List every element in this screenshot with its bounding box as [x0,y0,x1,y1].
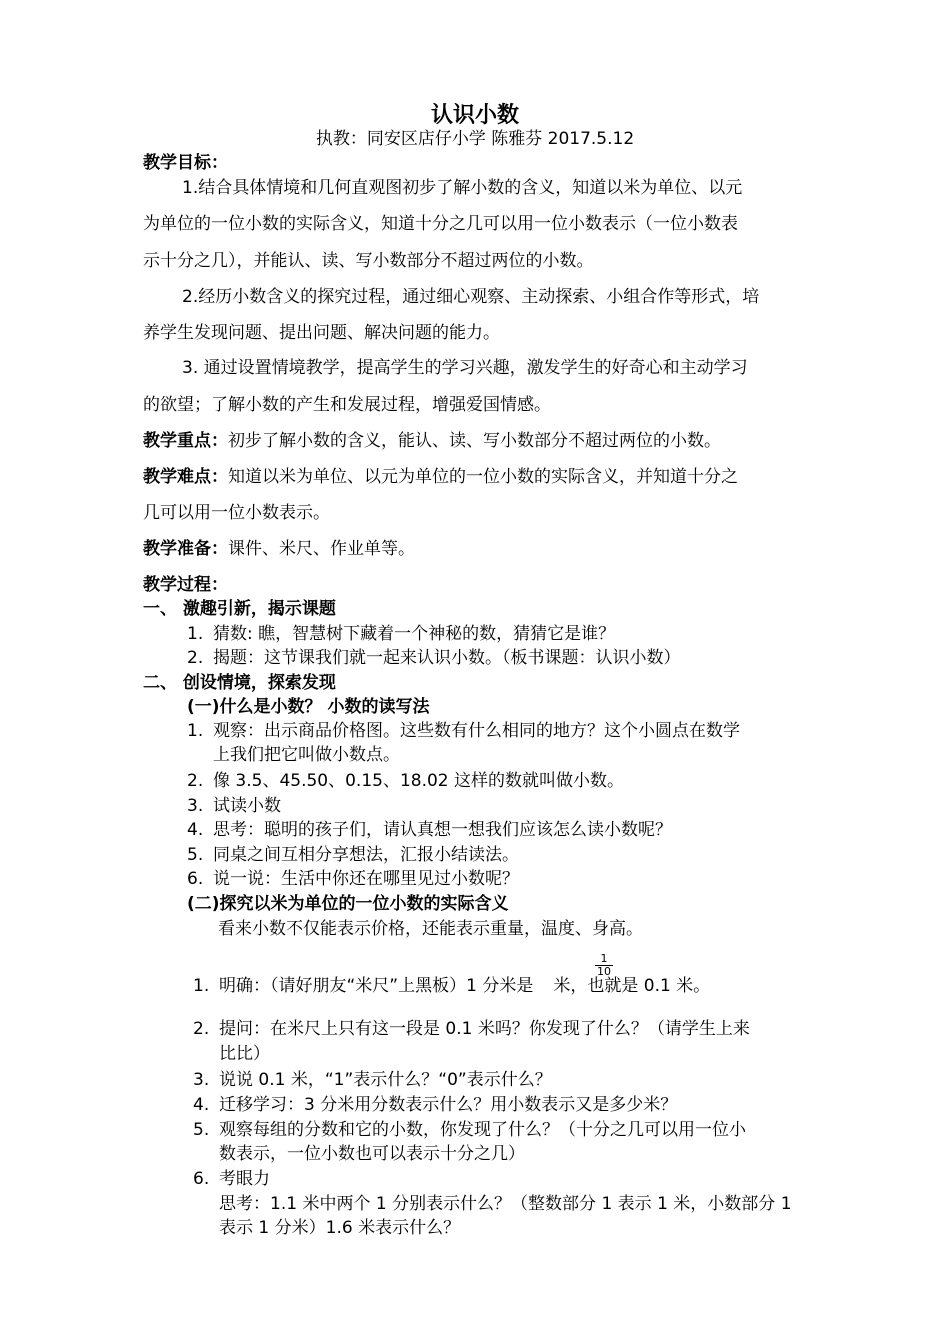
list-text-continuation: 比比） [219,1044,270,1064]
objective-1-line-2: 为单位的一位小数的实际含义，知道十分之几可以用一位小数表示（一位小数表 [143,214,738,234]
objective-1-line-1: 1.结合具体情境和几何直观图初步了解小数的含义，知道以米为单位、以元 [182,178,743,198]
list-text: 同桌之间互相分享想法，汇报小结读法。 [213,845,519,865]
fraction-denominator: 10 [597,965,611,978]
objective-3-line-2: 的欲望；了解小数的产生和发展过程，增强爱国情感。 [143,395,551,415]
process-heading: 教学过程： [143,575,228,595]
list-number: 5. [187,845,204,865]
list-text: 观察每组的分数和它的小数，你发现了什么？（十分之几可以用一位小 [219,1120,746,1140]
list-item [187,719,740,743]
list-number: 4. [193,1095,210,1115]
list-number: 6. [193,1169,210,1189]
list-item [193,1017,750,1041]
key-point-text: 初步了解小数的含义，能认、读、写小数部分不超过两位的小数。 [228,431,721,451]
list-item [193,974,710,998]
list-item [187,622,615,646]
list-text-continuation: 表示 1 分米）1.6 米表示什么？ [219,1218,461,1238]
page-title: 认识小数 [430,103,519,128]
difficulty-line-1 [143,465,738,489]
list-number: 2. [193,1019,210,1039]
list-text: 迁移学习：3 分米用分数表示什么？用小数表示又是多少米？ [219,1095,678,1115]
list-item [187,867,519,891]
objective-2-line-2: 养学生发现问题、提出问题、解决问题的能力。 [143,323,500,343]
list-item [187,794,281,818]
list-item [187,646,681,670]
preparation-label: 教学准备： [143,539,228,559]
list-number: 1. [187,624,204,644]
key-point-line [143,429,721,453]
list-text: 观察：出示商品价格图。这些数有什么相同的地方？这个小圆点在数学 [213,721,740,741]
list-item [193,1167,270,1191]
section-1-heading: 一、 激趣引新，揭示课题 [143,599,336,619]
difficulty-line-2: 几可以用一位小数表示。 [143,503,330,523]
list-item [187,843,519,867]
list-text-after: 米，也就是 0.1 米。 [553,976,711,996]
objective-1-line-3: 示十分之几），并能认、读、写小数部分不超过两位的小数。 [143,251,594,271]
list-number: 1. [193,976,210,996]
list-number: 6. [187,869,204,889]
list-text-continuation: 数表示，一位小数也可以表示十分之几） [219,1144,525,1164]
preparation-text: 课件、米尺、作业单等。 [228,539,415,559]
subsection-1-heading: (一)什么是小数？ 小数的读写法 [187,697,430,717]
list-number: 4. [187,820,204,840]
subsection-2-intro: 看来小数不仅能表示价格，还能表示重量，温度、身高。 [218,919,643,939]
difficulty-label: 教学难点： [143,467,228,487]
objective-2-line-1: 2.经历小数含义的探究过程，通过细心观察、主动探索、小组合作等形式，培 [182,287,760,307]
list-text: 考眼力 [219,1169,270,1189]
list-text: 试读小数 [213,796,281,816]
list-text: 猜数: 瞧，智慧树下藏着一个神秘的数，猜猜它是谁？ [213,624,616,644]
list-number: 3. [193,1070,210,1090]
list-text: 揭题：这节课我们就一起来认识小数。（板书课题：认识小数） [213,648,681,668]
preparation-line [143,537,415,561]
difficulty-text-1: 知道以米为单位、以元为单位的一位小数的实际含义，并知道十分之 [228,467,738,487]
key-point-label: 教学重点： [143,431,228,451]
author-line: 执教：同安区店仔小学 陈雅芬 2017.5.12 [315,129,635,149]
fraction-one-tenth [595,953,613,978]
list-item [193,1068,552,1092]
list-number: 2. [187,771,204,791]
fraction-numerator: 1 [595,953,613,966]
list-text: 明确：（请好朋友“米尺”上黑板）1 分米是 [219,976,534,996]
list-text: 像 3.5、45.50、0.15、18.02 这样的数就叫做小数。 [213,771,625,791]
list-text: 说一说：生活中你还在哪里见过小数呢？ [213,869,519,889]
list-item [187,818,672,842]
list-number: 2. [187,648,204,668]
objectives-heading: 教学目标： [143,153,228,173]
objective-3-line-1: 3. 通过设置情境教学，提高学生的学习兴趣，激发学生的好奇心和主动学习 [182,358,748,378]
list-item [193,1093,677,1117]
list-item [193,1118,746,1142]
list-text: 说说 0.1 米，“1”表示什么？“0”表示什么？ [219,1070,552,1090]
list-number: 1. [187,721,204,741]
list-number: 3. [187,796,204,816]
list-text-continuation: 思考：1.1 米中两个 1 分别表示什么？（整数部分 1 表示 1 米，小数部分 1 [219,1194,792,1214]
list-text-continuation: 上我们把它叫做小数点。 [213,745,400,765]
subsection-2-heading: (二)探究以米为单位的一位小数的实际含义 [187,894,509,914]
list-text: 提问：在米尺上只有这一段是 0.1 米吗？你发现了什么？（请学生上来 [219,1019,750,1039]
list-number: 5. [193,1120,210,1140]
list-item [187,769,624,793]
list-text: 思考：聪明的孩子们，请认真想一想我们应该怎么读小数呢？ [213,820,672,840]
section-2-heading: 二、 创设情境，探索发现 [143,673,336,693]
